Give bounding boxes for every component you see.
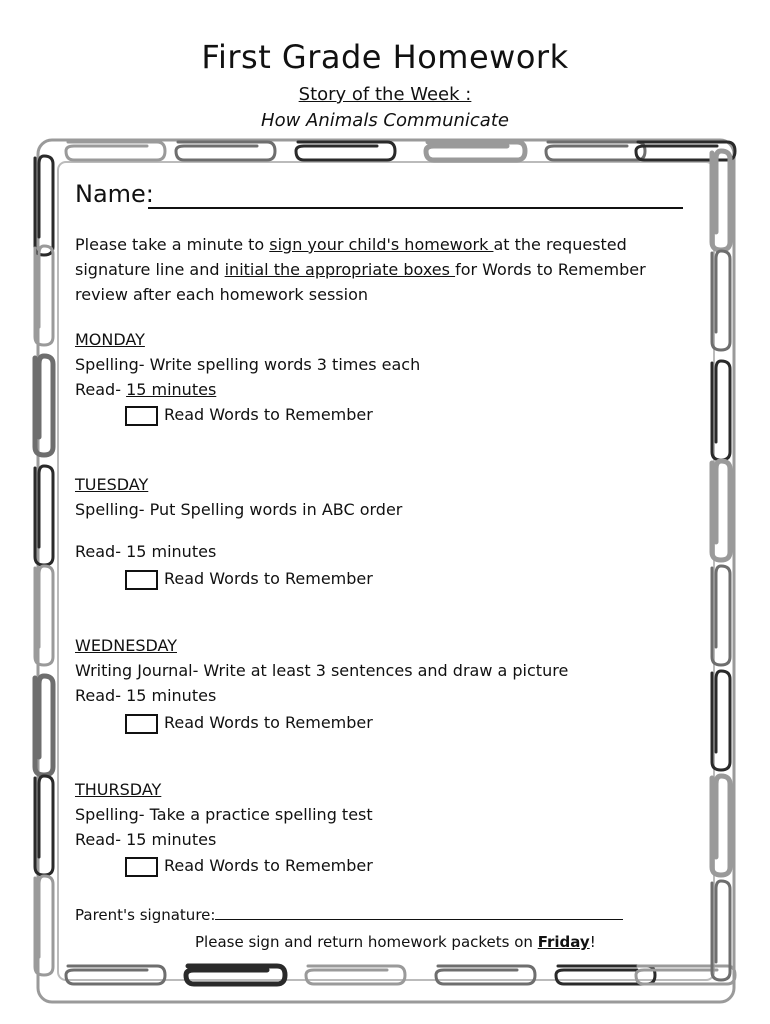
check-row-tuesday — [125, 566, 373, 591]
story-title: How Animals Communicate — [261, 110, 509, 131]
read-time: 15 minutes — [126, 380, 217, 399]
read-prefix: Read- — [75, 686, 127, 705]
paperclip-icon — [176, 142, 275, 160]
instructions-highlight-1: sign your child's homework — [269, 235, 494, 254]
paperclip-icon — [546, 142, 645, 160]
read-prefix: Read- — [75, 542, 127, 561]
name-label: Name: — [75, 180, 154, 208]
paperclip-icon — [556, 966, 655, 984]
return-note-text: Please sign and return homework packets on — [195, 933, 538, 951]
read-time: 15 minutes — [126, 686, 217, 705]
task-thursday: Spelling- Take a practice spelling test — [75, 805, 373, 824]
read-prefix: Read- — [75, 380, 127, 399]
day-heading-thursday: THURSDAY — [75, 780, 162, 799]
task-monday: Spelling- Write spelling words 3 times each — [75, 355, 421, 374]
instructions-text-2: at the requested signature line and — [75, 235, 627, 279]
check-row-monday — [125, 402, 373, 427]
task-tuesday: Spelling- Put Spelling words in ABC order — [75, 500, 403, 519]
check-label-monday: Read Words to Remember — [164, 405, 373, 424]
paperclip-icon — [436, 966, 535, 984]
instructions — [75, 232, 690, 307]
read-prefix: Read- — [75, 830, 127, 849]
read-tuesday — [75, 539, 216, 564]
read-wednesday — [75, 683, 216, 708]
return-day: Friday — [537, 933, 590, 951]
signature-label: Parent's signature: — [75, 906, 216, 924]
day-heading-tuesday: TUESDAY — [75, 475, 149, 494]
checkbox-monday[interactable] — [125, 406, 158, 426]
check-label-wednesday: Read Words to Remember — [164, 713, 373, 732]
page-subtitle: Story of the Week : — [298, 84, 472, 105]
day-heading-wednesday: WEDNESDAY — [75, 636, 177, 655]
read-time: 15 minutes — [126, 542, 217, 561]
paperclip-icon — [306, 966, 405, 984]
check-label-tuesday: Read Words to Remember — [164, 569, 373, 588]
paperclip-icon — [296, 142, 395, 160]
paperclip-icon — [66, 966, 165, 984]
page-title: First Grade Homework — [201, 38, 569, 76]
name-line[interactable] — [148, 207, 683, 209]
signature-row — [75, 903, 623, 928]
instructions-text-1: Please take a minute to — [75, 235, 270, 254]
day-heading-monday: MONDAY — [75, 330, 145, 349]
return-note-end: ! — [589, 933, 596, 951]
read-monday — [75, 377, 216, 402]
checkbox-thursday[interactable] — [125, 857, 158, 877]
checkbox-tuesday[interactable] — [125, 570, 158, 590]
task-wednesday: Writing Journal- Write at least 3 sentences and draw a picture — [75, 661, 569, 680]
check-row-thursday — [125, 853, 373, 878]
checkbox-wednesday[interactable] — [125, 714, 158, 734]
check-label-thursday: Read Words to Remember — [164, 856, 373, 875]
signature-line[interactable] — [215, 905, 623, 920]
paperclip-icon — [66, 142, 165, 160]
paperclip-icon — [186, 966, 285, 984]
return-note — [195, 930, 596, 955]
instructions-highlight-2: initial the appropriate boxes — [224, 260, 456, 279]
paperclip-icon — [426, 142, 525, 160]
read-thursday — [75, 827, 216, 852]
read-time: 15 minutes — [126, 830, 217, 849]
check-row-wednesday — [125, 710, 373, 735]
instructions-text-3: for Words to Remember review after each homework session — [75, 260, 646, 304]
